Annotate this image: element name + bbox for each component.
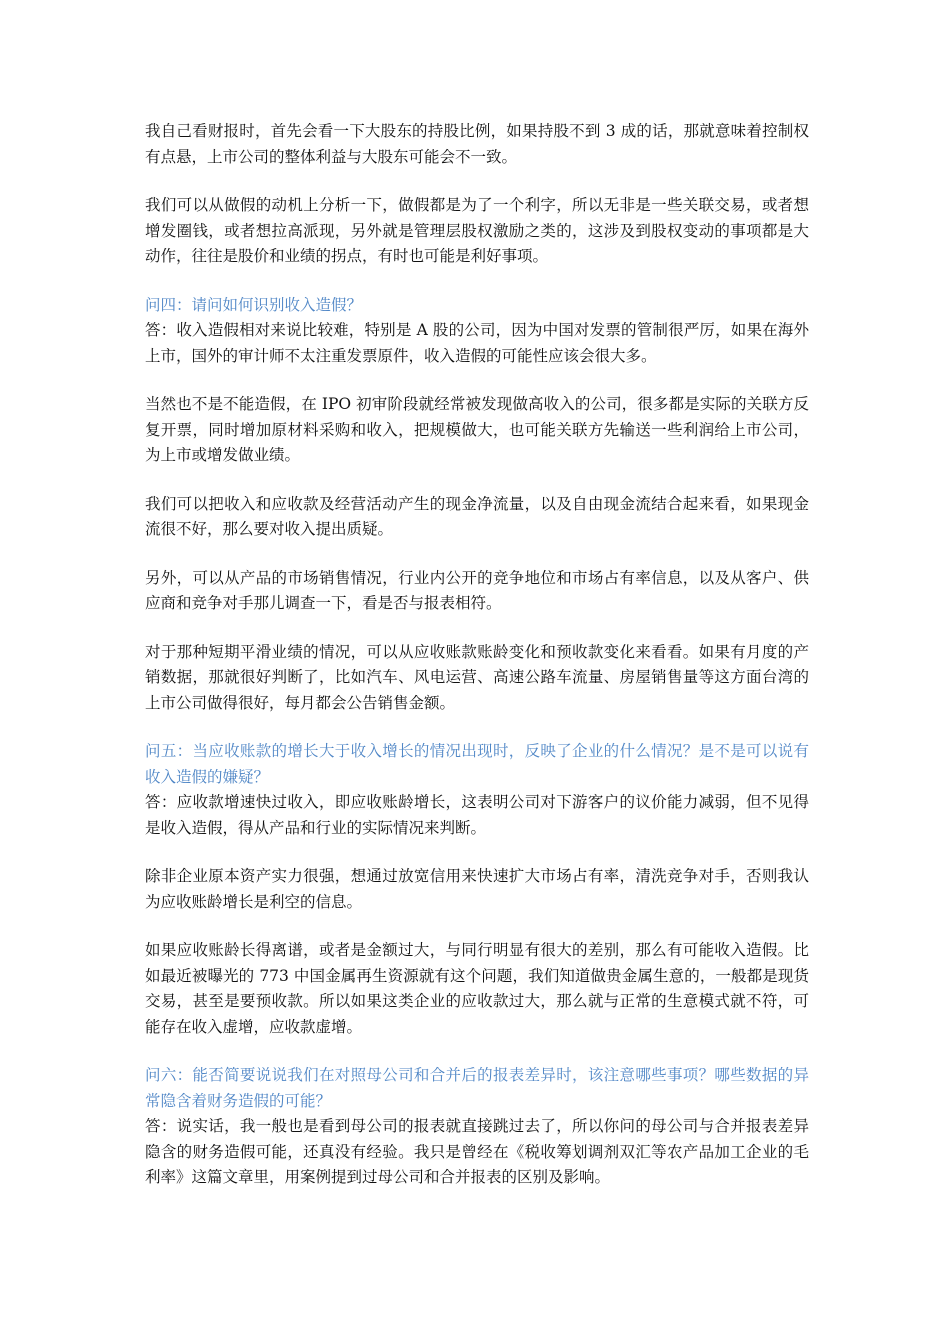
- answer-5: 答：应收款增速快过收入，即应收账龄增长，这表明公司对下游客户的议价能力减弱，但不见得是收入造假，得从产品和行业的实际情况来判断。: [145, 793, 809, 837]
- qa-block-q6: [145, 1063, 809, 1191]
- answer-4: 答：收入造假相对来说比较难，特别是 A 股的公司，因为中国对发票的管制很严厉，如果在海外上市，国外的审计师不太注重发票原件，收入造假的可能性应该会很大多。: [145, 321, 809, 365]
- paragraph: 另外，可以从产品的市场销售情况，行业内公开的竞争地位和市场占有率信息，以及从客户、供应商和竞争对手那儿调查一下，看是否与报表相符。: [145, 568, 809, 612]
- paragraph: 我自己看财报时，首先会看一下大股东的持股比例，如果持股不到 3 成的话，那就意味着控制权有点悬，上市公司的整体利益与大股东可能会不一致。: [145, 122, 809, 166]
- paragraph: 当然也不是不能造假，在 IPO 初审阶段就经常被发现做高收入的公司，很多都是实际的关联方反复开票，同时增加原材料采购和收入，把规模做大，也可能关联方先输送一些利润给上市公司，为上市或增发做业绩。: [145, 395, 809, 464]
- answer-6: 答：说实话，我一般也是看到母公司的报表就直接跳过去了，所以你问的母公司与合并报表差异隐含的财务造假可能，还真没有经验。我只是曾经在《税收筹划调剂双汇等农产品加工企业的毛利率》这篇文章里，用案例提到过母公司和合并报表的区别及影响。: [145, 1117, 809, 1186]
- paragraph: 我们可以从做假的动机上分析一下，做假都是为了一个利字，所以无非是一些关联交易，或者想增发圈钱，或者想拉高派现，另外就是管理层股权激励之类的，这涉及到股权变动的事项都是大动作，往往是股价和业绩的拐点，有时也可能是利好事项。: [145, 196, 809, 265]
- paragraph: 如果应收账龄长得离谱，或者是金额过大，与同行明显有很大的差别，那么有可能收入造假。比如最近被曝光的 773 中国金属再生资源就有这个问题，我们知道做贵金属生意的，一般都是现货交易，甚至是要预收款。所以如果这类企业的应收款过大，那么就与正常的生意模式就不符，可能存在收入虚增，应收款虚增。: [145, 941, 809, 1036]
- paragraph: 对于那种短期平滑业绩的情况，可以从应收账款账龄变化和预收款变化来看看。如果有月度的产销数据，那就很好判断了，比如汽车、风电运营、高速公路车流量、房屋销售量等这方面台湾的上市公司做得很好，每月都会公告销售金额。: [145, 642, 809, 712]
- document-body: [145, 119, 809, 1214]
- question-4: 问四：请问如何识别收入造假？: [145, 295, 363, 314]
- paragraph: 除非企业原本资产实力很强，想通过放宽信用来快速扩大市场占有率，清洗竞争对手，否则我认为应收账龄增长是利空的信息。: [145, 867, 809, 911]
- qa-block-q4: [145, 293, 809, 370]
- qa-block-q5: [145, 739, 809, 841]
- paragraph: 我们可以把收入和应收款及经营活动产生的现金净流量，以及自由现金流结合起来看，如果现金流很不好，那么要对收入提出质疑。: [145, 494, 809, 538]
- question-5: 问五：当应收账款的增长大于收入增长的情况出现时，反映了企业的什么情况？是不是可以说有收入造假的嫌疑？: [145, 742, 809, 786]
- question-6: 问六：能否简要说说我们在对照母公司和合并后的报表差异时，该注意哪些事项？哪些数据的异常隐含着财务造假的可能？: [145, 1066, 809, 1110]
